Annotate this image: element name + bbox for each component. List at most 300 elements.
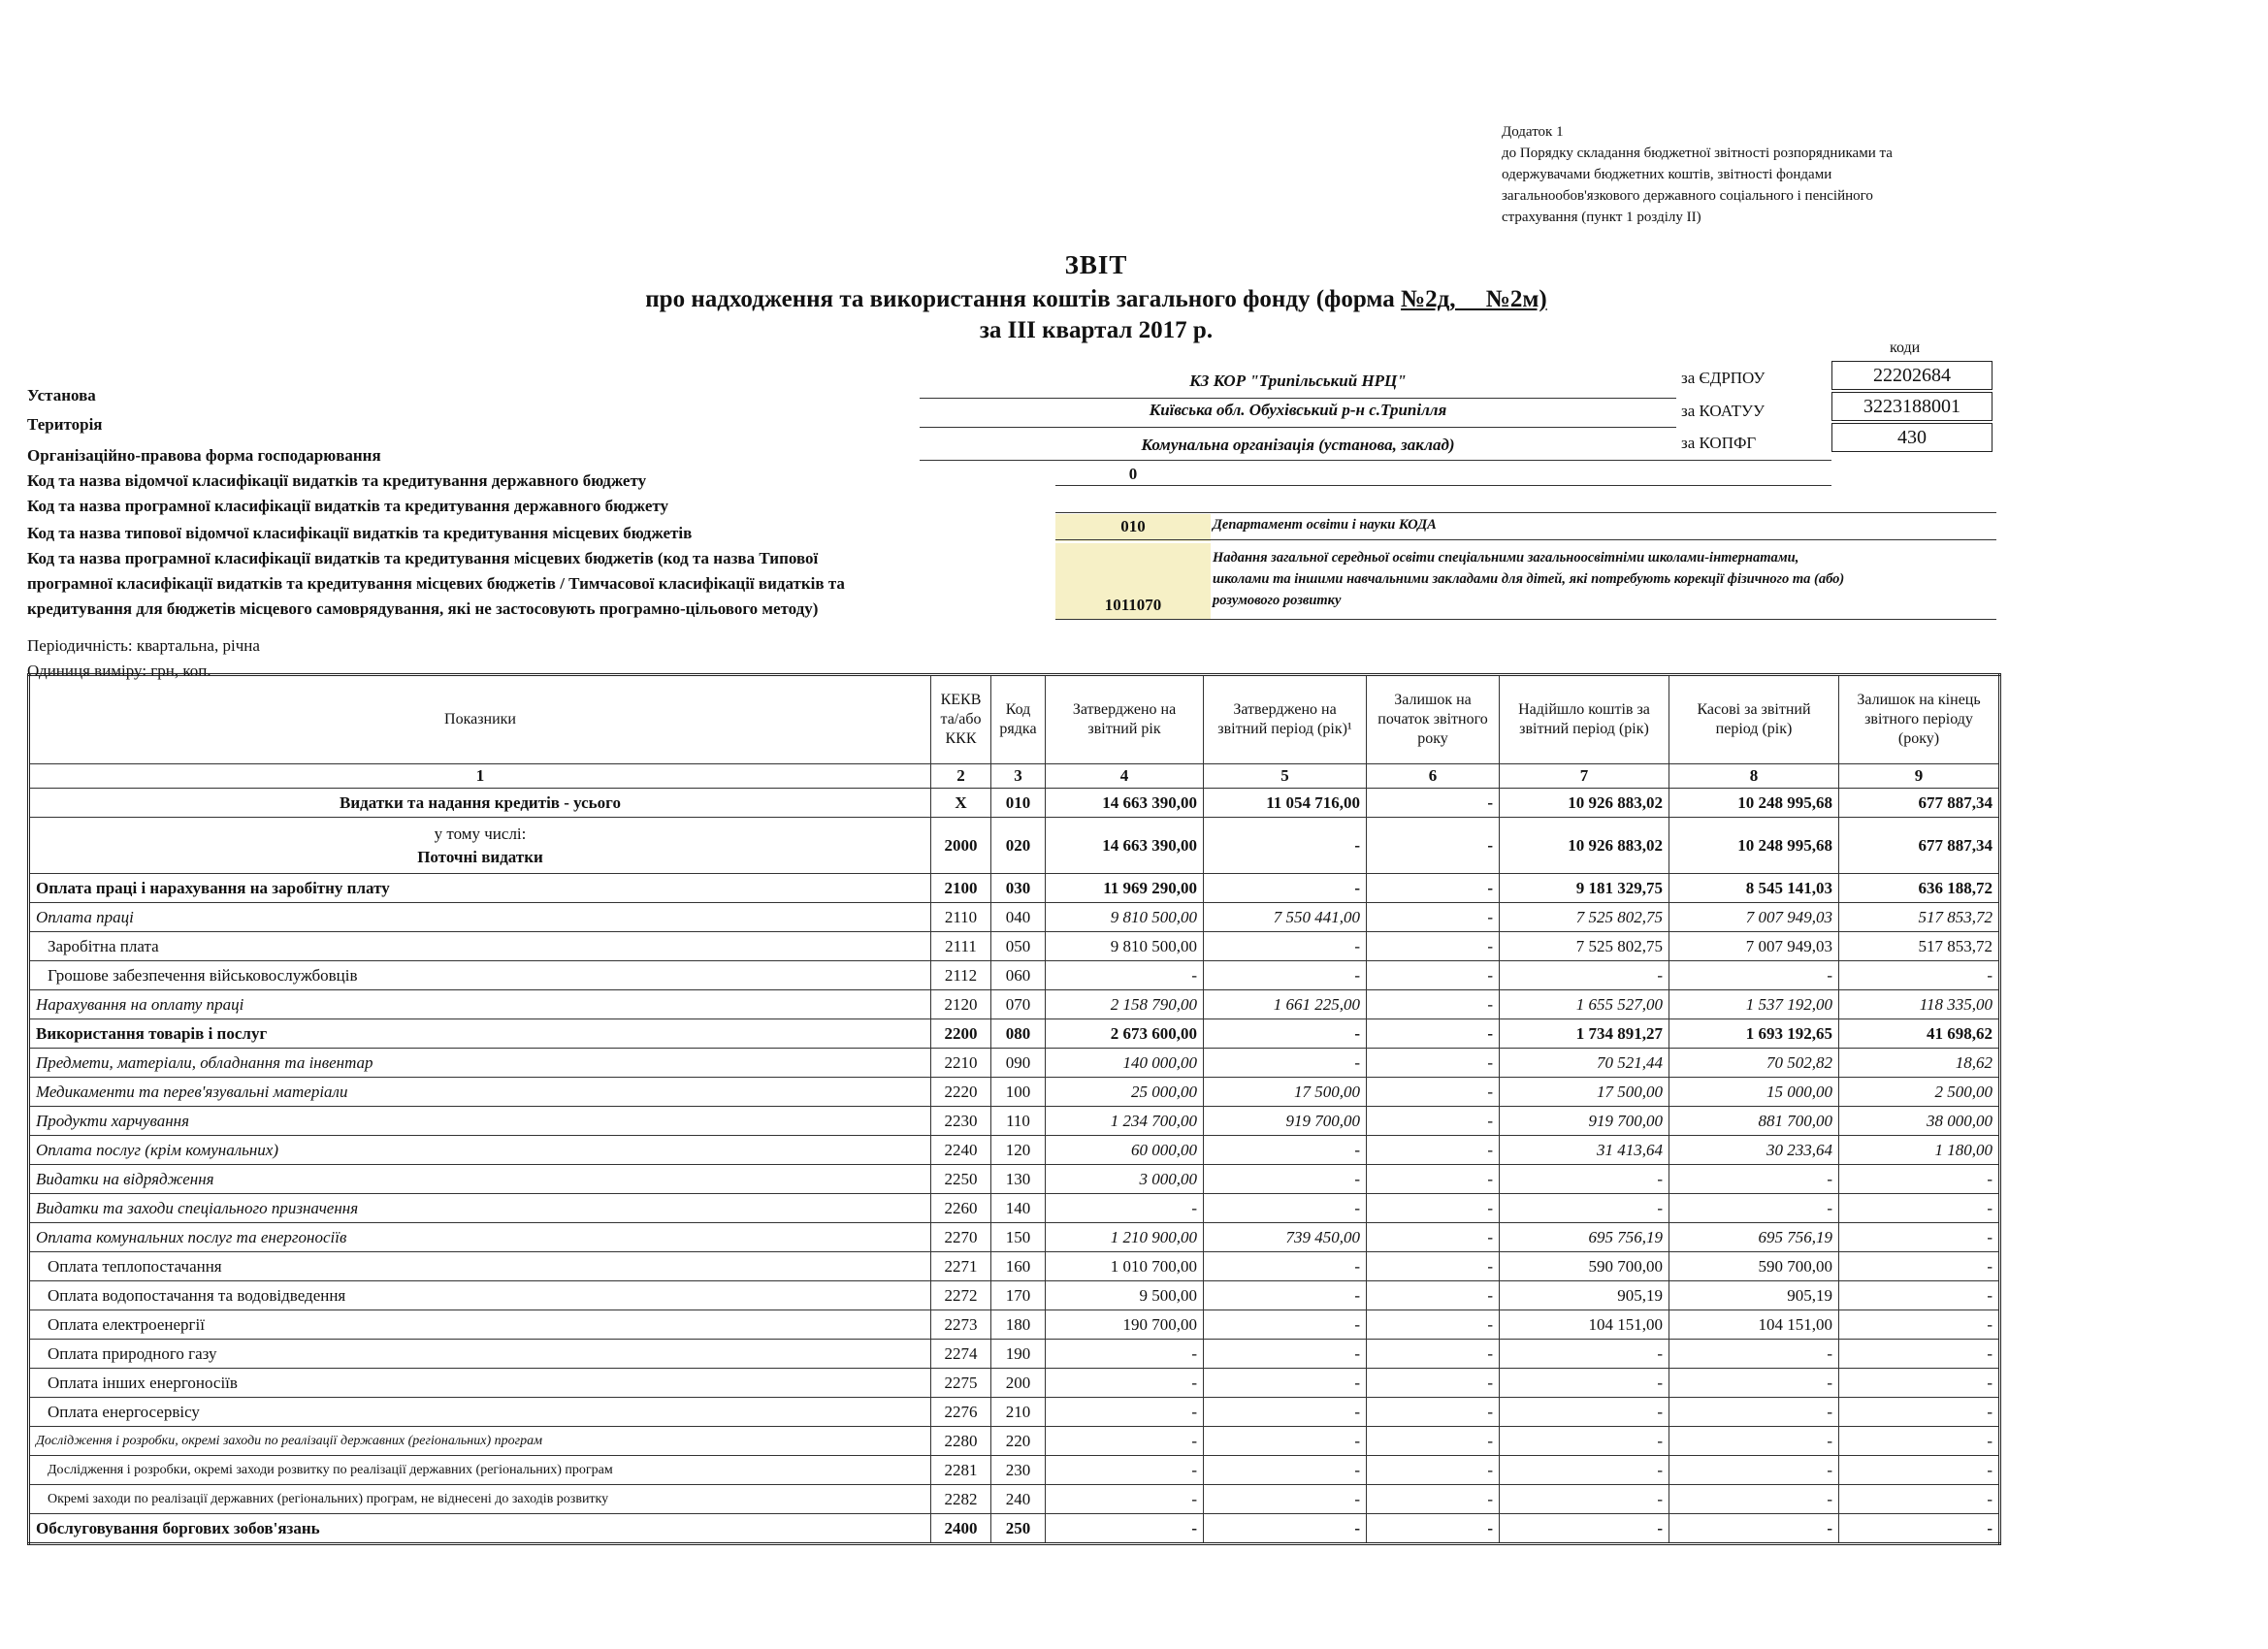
unit-of-measure: Одиниця виміру: грн, коп. [27,662,211,680]
row-value-c8: - [1669,1398,1839,1427]
row-value-c7: 1 655 527,00 [1500,990,1669,1019]
row-value-c4: 3 000,00 [1046,1165,1204,1194]
row-code: 080 [991,1019,1046,1049]
table-row [29,1049,2000,1078]
row-value-c5: 739 450,00 [1204,1223,1367,1252]
row-value-c7: 10 926 883,02 [1500,818,1669,874]
table-row [29,932,2000,961]
row-value-c5: - [1204,818,1367,874]
row-value-c4: - [1046,1456,1204,1485]
row-code: 240 [991,1485,1046,1514]
row-value-c8: 7 007 949,03 [1669,932,1839,961]
row-value-c6: - [1367,1194,1500,1223]
row-value-c5: 17 500,00 [1204,1078,1367,1107]
table-row [29,1194,2000,1223]
row-code: 110 [991,1107,1046,1136]
table-row [29,1281,2000,1310]
col-header: Залишок на кінець звітного періоду (року) [1839,675,2000,764]
row-indicator: Оплата послуг (крім комунальних) [29,1136,931,1165]
row-code: 050 [991,932,1046,961]
appendix-line: страхування (пункт 1 розділу II) [1502,210,1701,225]
report-table [27,673,2001,1545]
row-indicator: Заробітна плата [29,932,931,961]
row-value-c6: - [1367,1310,1500,1340]
row-value-c7: 10 926 883,02 [1500,789,1669,818]
row-value-c5: - [1204,1340,1367,1369]
row-indicator: Предмети, матеріали, обладнання та інвентар [29,1049,931,1078]
table-row [29,1165,2000,1194]
row-value-c6: - [1367,1049,1500,1078]
table-row [29,1514,2000,1544]
row-value-c4: 60 000,00 [1046,1136,1204,1165]
row-value-c5: - [1204,961,1367,990]
table-row [29,1223,2000,1252]
row-value-c8: 8 545 141,03 [1669,874,1839,903]
row-value-c6: - [1367,1281,1500,1310]
row-value-c9: - [1839,1310,2000,1340]
row-kekv: 2240 [931,1136,991,1165]
row-value-c9: - [1839,1398,2000,1427]
row-value-c4: 1 010 700,00 [1046,1252,1204,1281]
row-indicator: Оплата комунальних послуг та енергоносіїв [29,1223,931,1252]
row-value-c5: - [1204,1310,1367,1340]
table-row [29,1456,2000,1485]
row-kekv: 2282 [931,1485,991,1514]
row-value-c4: 2 158 790,00 [1046,990,1204,1019]
row-code: 070 [991,990,1046,1019]
row-value-c4: 1 234 700,00 [1046,1107,1204,1136]
row-value-c6: - [1367,1019,1500,1049]
appendix-line: одержувачами бюджетних коштів, звітності фондами [1502,167,1832,182]
row-value-c5: 919 700,00 [1204,1107,1367,1136]
row-value-c4: 9 810 500,00 [1046,903,1204,932]
row-value-c6: - [1367,1398,1500,1427]
row-value-c4: 1 210 900,00 [1046,1223,1204,1252]
table-row [29,903,2000,932]
row-value-c9: - [1839,1369,2000,1398]
row-value-c9: 636 188,72 [1839,874,2000,903]
row-indicator: Обслуговування боргових зобов'язань [29,1514,931,1544]
row-value-c4: 2 673 600,00 [1046,1019,1204,1049]
column-number-row [29,764,2000,789]
row-value-c9: - [1839,1340,2000,1369]
row-value-c9: 1 180,00 [1839,1136,2000,1165]
col-header: КЕКВ та/або ККК [931,675,991,764]
table-row [29,1019,2000,1049]
row-value-c6: - [1367,903,1500,932]
row-value-c9: - [1839,1223,2000,1252]
table-row [29,990,2000,1019]
row-kekv: 2250 [931,1165,991,1194]
row-value-c7: - [1500,1398,1669,1427]
table-row [29,818,2000,874]
row-value-c5: - [1204,932,1367,961]
row-value-c7: 7 525 802,75 [1500,903,1669,932]
row-code: 220 [991,1427,1046,1456]
row-indicator: Оплата електроенергії [29,1310,931,1340]
row-value-c8: 590 700,00 [1669,1252,1839,1281]
row-indicator: Використання товарів і послуг [29,1019,931,1049]
row-value-c8: 881 700,00 [1669,1107,1839,1136]
col-header: Надійшло коштів за звітний період (рік) [1500,675,1669,764]
field-underline [920,460,1831,461]
row-kekv: 2400 [931,1514,991,1544]
descr-line: школами та іншими навчальними закладами для дітей, які потребують корекції фізичного та (або) [1213,571,1845,587]
row-kekv: 2280 [931,1427,991,1456]
row-value-c8: - [1669,1369,1839,1398]
dept-class-label: Код та назва відомчої класифікації видатків та кредитування державного бюджету [27,471,647,490]
row-code: 160 [991,1252,1046,1281]
row-value-c5: - [1204,1398,1367,1427]
row-value-c6: - [1367,1340,1500,1369]
col-number: 7 [1500,764,1669,789]
row-value-c9: 38 000,00 [1839,1107,2000,1136]
row-indicator: Окремі заходи по реалізації державних (регіональних) програм, не віднесені до заходів розвитку [29,1485,931,1514]
row-value-c4: 14 663 390,00 [1046,789,1204,818]
row-indicator: Оплата природного газу [29,1340,931,1369]
row-code: 170 [991,1281,1046,1310]
row-value-c5: - [1204,1427,1367,1456]
row-value-c6: - [1367,990,1500,1019]
row-value-c8: - [1669,1340,1839,1369]
row-value-c6: - [1367,1252,1500,1281]
appendix-line: Додаток 1 [1502,124,1564,140]
row-value-c9: - [1839,961,2000,990]
row-value-c8: - [1669,1165,1839,1194]
table-row [29,1427,2000,1456]
field-underline [1055,512,1996,513]
title-period: за III квартал 2017 р. [979,317,1214,343]
row-value-c5: - [1204,1136,1367,1165]
local-prog-label-2: програмної класифікації видатків та кредитування місцевих бюджетів / Тимчасової класифікації видатків та [27,574,845,593]
row-code: 150 [991,1223,1046,1252]
row-code: 210 [991,1398,1046,1427]
codes-header: коди [1890,340,1921,356]
row-kekv: 2273 [931,1310,991,1340]
legal-form-label: Організаційно-правова форма господарювання [27,446,381,465]
row-value-c8: 30 233,64 [1669,1136,1839,1165]
row-code: 200 [991,1369,1046,1398]
field-underline [920,427,1676,428]
row-value-c5: - [1204,1049,1367,1078]
row-value-c7: 9 181 329,75 [1500,874,1669,903]
row-value-c7: - [1500,1369,1669,1398]
row-value-c4: - [1046,961,1204,990]
col-header: Затверджено на звітний рік [1046,675,1204,764]
row-indicator: Грошове забезпечення військовослужбовців [29,961,931,990]
row-kekv: 2112 [931,961,991,990]
col-header: Касові за звітний період (рік) [1669,675,1839,764]
row-value-c7: - [1500,1340,1669,1369]
dept-class-value: 0 [1128,465,1138,483]
appendix-line: до Порядку складання бюджетної звітності розпорядниками та [1502,146,1893,161]
row-code: 120 [991,1136,1046,1165]
row-value-c7: 31 413,64 [1500,1136,1669,1165]
row-indicator: Оплата енергосервісу [29,1398,931,1427]
row-value-c9: - [1839,1252,2000,1281]
row-value-c5: 1 661 225,00 [1204,990,1367,1019]
institution-label: Установа [27,386,96,404]
title-subtitle [524,286,1669,313]
row-value-c8: - [1669,1514,1839,1544]
row-value-c4: - [1046,1369,1204,1398]
descr-line: розумового розвитку [1213,593,1342,608]
row-indicator: Оплата інших енергоносіїв [29,1369,931,1398]
local-prog-code: 1011070 [1104,596,1162,614]
row-value-c5: - [1204,1165,1367,1194]
local-prog-description [1213,547,2008,611]
row-value-c6: - [1367,1485,1500,1514]
row-value-c7: 7 525 802,75 [1500,932,1669,961]
koatuu-code: 3223188001 [1831,392,1993,421]
row-value-c9: - [1839,1514,2000,1544]
row-code: 060 [991,961,1046,990]
row-value-c6: - [1367,1107,1500,1136]
row-code: 100 [991,1078,1046,1107]
row-kekv: 2272 [931,1281,991,1310]
row-kekv: 2000 [931,818,991,874]
row-value-c7: 1 734 891,27 [1500,1019,1669,1049]
row-kekv: 2111 [931,932,991,961]
row-value-c4: - [1046,1340,1204,1369]
row-value-c4: 9 500,00 [1046,1281,1204,1310]
row-code: 180 [991,1310,1046,1340]
row-indicator-text: Поточні видатки [417,847,543,866]
row-value-c4: 25 000,00 [1046,1078,1204,1107]
row-code: 130 [991,1165,1046,1194]
prog-class-label: Код та назва програмної класифікації видатків та кредитування державного бюджету [27,497,669,515]
table-row [29,961,2000,990]
row-value-c9: - [1839,1485,2000,1514]
row-value-c5: - [1204,1456,1367,1485]
row-indicator: Оплата праці і нарахування на заробітну плату [29,874,931,903]
title-subtitle-text: про надходження та використання коштів загального фонду (форма [645,286,1395,312]
row-value-c6: - [1367,789,1500,818]
row-value-c8: - [1669,1485,1839,1514]
table-row [29,1369,2000,1398]
report-title [524,250,1669,344]
row-indicator: Видатки на відрядження [29,1165,931,1194]
row-kekv: 2230 [931,1107,991,1136]
row-value-c8: 1 693 192,65 [1669,1019,1839,1049]
table-row [29,1310,2000,1340]
row-value-c6: - [1367,818,1500,874]
row-code: 020 [991,818,1046,874]
row-value-c6: - [1367,1165,1500,1194]
row-value-c5: - [1204,1194,1367,1223]
row-indicator: Оплата водопостачання та водовідведення [29,1281,931,1310]
row-value-c7: - [1500,1485,1669,1514]
row-code: 030 [991,874,1046,903]
row-value-c8: 695 756,19 [1669,1223,1839,1252]
title-main: ЗВІТ [1064,250,1128,279]
row-value-c7: - [1500,1456,1669,1485]
row-value-c7: - [1500,1514,1669,1544]
descr-line: Надання загальної середньої освіти спеціальними загальноосвітніми школами-інтернатами, [1213,550,1799,566]
row-indicator: Медикаменти та перев'язувальні матеріали [29,1078,931,1107]
kopfg-label: за КОПФГ [1681,434,1757,452]
table-row [29,1107,2000,1136]
row-value-c9: 517 853,72 [1839,903,2000,932]
row-value-c4: - [1046,1485,1204,1514]
table-row [29,1252,2000,1281]
col-header: Затверджено на звітний період (рік)¹ [1204,675,1367,764]
row-value-c7: 905,19 [1500,1281,1669,1310]
row-value-c8: 1 537 192,00 [1669,990,1839,1019]
row-value-c4: 190 700,00 [1046,1310,1204,1340]
row-indicator: Нарахування на оплату праці [29,990,931,1019]
row-kekv: 2210 [931,1049,991,1078]
row-value-c6: - [1367,932,1500,961]
row-code: 230 [991,1456,1046,1485]
typical-class-label: Код та назва типової відомчої класифікації видатків та кредитування місцевих бюджетів [27,524,693,542]
table-row [29,1078,2000,1107]
row-value-c6: - [1367,1514,1500,1544]
territory-label: Територія [27,415,103,434]
row-value-c7: 70 521,44 [1500,1049,1669,1078]
row-value-c5: - [1204,1514,1367,1544]
row-value-c5: - [1204,1281,1367,1310]
table-header-row [29,675,2000,764]
col-number: 3 [991,764,1046,789]
col-header: Код рядка [991,675,1046,764]
table-row [29,1398,2000,1427]
row-indicator: Оплата праці [29,903,931,932]
field-underline [920,398,1676,399]
row-kekv: 2274 [931,1340,991,1369]
row-value-c6: - [1367,1078,1500,1107]
local-prog-label-3: кредитування для бюджетів місцевого самоврядування, які не застосовують програмно-цільового методу) [27,599,819,618]
row-code: 140 [991,1194,1046,1223]
row-kekv: 2271 [931,1252,991,1281]
periodicity: Періодичність: квартальна, річна [27,636,260,655]
row-kekv: 2200 [931,1019,991,1049]
row-value-c7: 17 500,00 [1500,1078,1669,1107]
row-value-c4: - [1046,1427,1204,1456]
row-indicator: Продукти харчування [29,1107,931,1136]
row-value-c8: 10 248 995,68 [1669,818,1839,874]
row-value-c7: 590 700,00 [1500,1252,1669,1281]
row-value-c5: - [1204,1485,1367,1514]
row-code: 190 [991,1340,1046,1369]
row-value-c8: 10 248 995,68 [1669,789,1839,818]
row-value-c8: - [1669,1427,1839,1456]
row-value-c4: 140 000,00 [1046,1049,1204,1078]
row-value-c9: - [1839,1281,2000,1310]
edrpou-code: 22202684 [1831,361,1993,390]
row-kekv: 2100 [931,874,991,903]
row-kekv: 2120 [931,990,991,1019]
row-value-c7: 919 700,00 [1500,1107,1669,1136]
row-value-c6: - [1367,1136,1500,1165]
row-value-c9: 2 500,00 [1839,1078,2000,1107]
col-number: 5 [1204,764,1367,789]
koatuu-label: за КОАТУУ [1681,402,1766,420]
edrpou-label: за ЄДРПОУ [1681,369,1766,387]
table-row [29,1485,2000,1514]
institution-value: КЗ КОР "Трипільський НРЦ" [1189,372,1407,390]
row-value-c8: 70 502,82 [1669,1049,1839,1078]
row-value-c5: - [1204,1252,1367,1281]
row-kekv: 2276 [931,1398,991,1427]
typical-code: 010 [1120,517,1146,535]
table-row [29,789,2000,818]
row-code: 090 [991,1049,1046,1078]
row-value-c7: - [1500,1427,1669,1456]
typical-name: Департамент освіти і науки КОДА [1213,517,1437,533]
territory-value: Київська обл. Обухівський р-н с.Трипілля [1149,401,1447,419]
row-value-c9: 18,62 [1839,1049,2000,1078]
kopfg-code: 430 [1831,423,1993,452]
row-indicator [29,818,931,874]
row-indicator: Оплата теплопостачання [29,1252,931,1281]
row-value-c6: - [1367,1456,1500,1485]
local-prog-label-1: Код та назва програмної класифікації видатків та кредитування місцевих бюджетів (код та назва Типової [27,549,819,567]
row-value-c9: 677 887,34 [1839,789,2000,818]
row-value-c5: 11 054 716,00 [1204,789,1367,818]
col-number: 1 [29,764,931,789]
row-indicator: Видатки та заходи спеціального призначення [29,1194,931,1223]
row-value-c8: 905,19 [1669,1281,1839,1310]
row-kekv: 2270 [931,1223,991,1252]
row-value-c4: 11 969 290,00 [1046,874,1204,903]
row-value-c8: 15 000,00 [1669,1078,1839,1107]
row-value-c5: - [1204,1369,1367,1398]
row-indicator: Дослідження і розробки, окремі заходи розвитку по реалізації державних (регіональних) програм [29,1456,931,1485]
title-forms: №2д, №2м) [1400,286,1547,312]
row-value-c6: - [1367,1427,1500,1456]
row-value-c7: - [1500,1194,1669,1223]
row-value-c7: - [1500,1165,1669,1194]
row-value-c9: - [1839,1456,2000,1485]
row-value-c9: 118 335,00 [1839,990,2000,1019]
row-indicator: Дослідження і розробки, окремі заходи по реалізації державних (регіональних) програм [29,1427,931,1456]
col-number: 2 [931,764,991,789]
col-header: Залишок на початок звітного року [1367,675,1500,764]
table-row [29,1136,2000,1165]
col-header: Показники [29,675,931,764]
row-indicator: Видатки та надання кредитів - усього [29,789,931,818]
col-number: 4 [1046,764,1204,789]
row-kekv: X [931,789,991,818]
field-underline [1055,539,1996,540]
row-value-c9: 41 698,62 [1839,1019,2000,1049]
row-kekv: 2220 [931,1078,991,1107]
row-value-c4: 9 810 500,00 [1046,932,1204,961]
row-value-c8: 104 151,00 [1669,1310,1839,1340]
row-kekv: 2260 [931,1194,991,1223]
row-value-c9: - [1839,1427,2000,1456]
row-value-c6: - [1367,1369,1500,1398]
row-value-c8: - [1669,961,1839,990]
row-value-c7: 695 756,19 [1500,1223,1669,1252]
row-value-c5: 7 550 441,00 [1204,903,1367,932]
row-value-c9: 677 887,34 [1839,818,2000,874]
row-value-c9: - [1839,1194,2000,1223]
field-underline [1055,485,1831,486]
row-kekv: 2110 [931,903,991,932]
row-value-c4: - [1046,1514,1204,1544]
row-value-c9: 517 853,72 [1839,932,2000,961]
row-code: 010 [991,789,1046,818]
row-value-c6: - [1367,1223,1500,1252]
field-underline [1055,619,1996,620]
row-value-c6: - [1367,961,1500,990]
table-row [29,1340,2000,1369]
legal-form-value: Комунальна організація (установа, заклад) [1141,436,1455,454]
col-number: 8 [1669,764,1839,789]
row-code: 250 [991,1514,1046,1544]
